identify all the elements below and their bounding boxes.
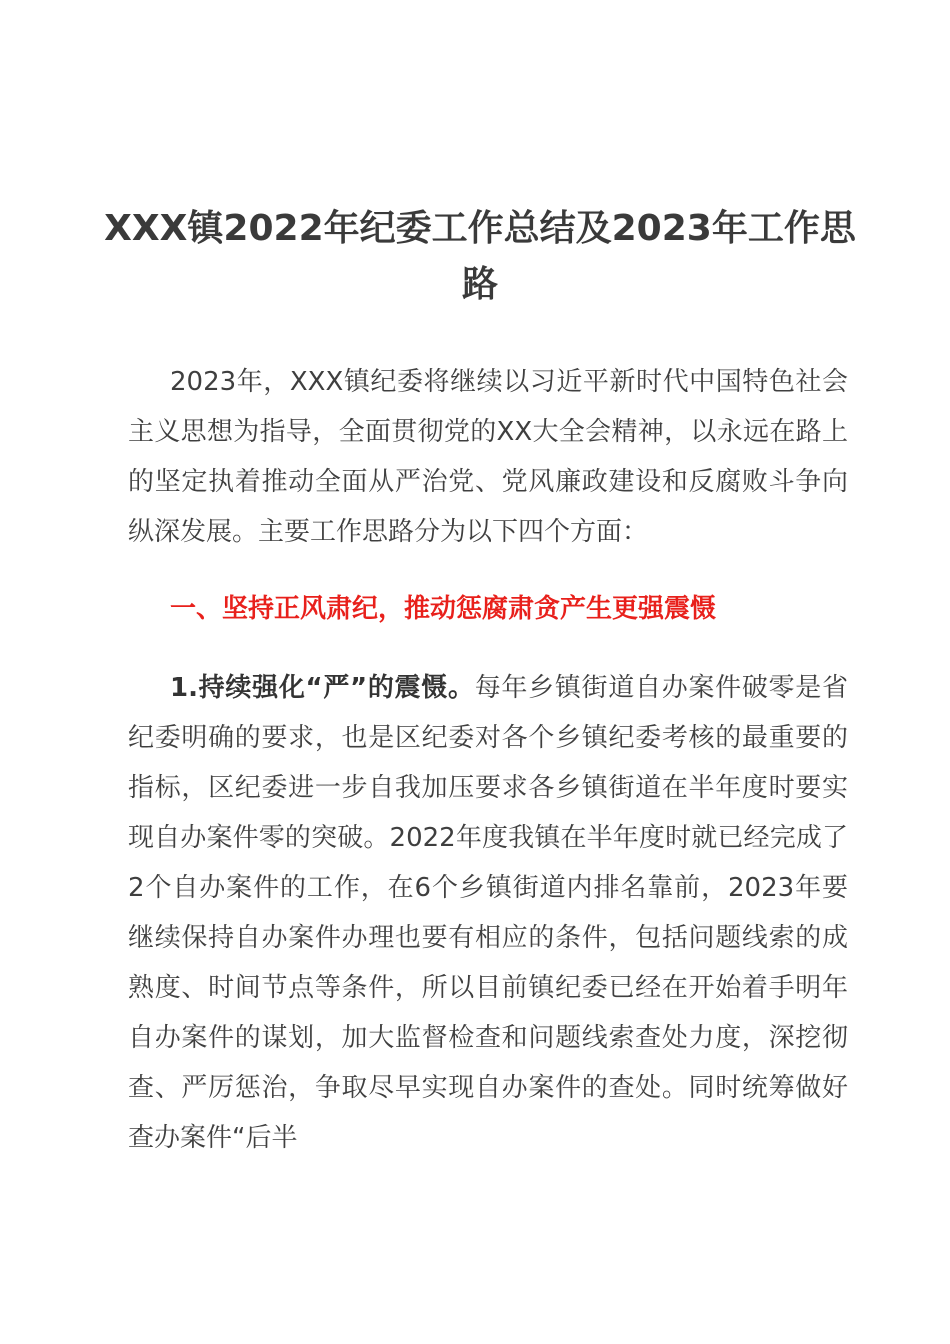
intro-paragraph: 2023年，XXX镇纪委将继续以习近平新时代中国特色社会主义思想为指导，全面贯彻党的XX大全会精神，以永远在路上的坚定执着推动全面从严治党、党风廉政建设和反腐败斗争向纵深发展。主要工作思路分为以下四个方面： — [128, 367, 848, 547]
paragraph-1-text: 每年乡镇街道自办案件破零是省纪委明确的要求，也是区纪委对各个乡镇纪委考核的最重要的指标，区纪委进一步自我加压要求各乡镇街道在半年度时要实现自办案件零的突破。2022年度我镇在半年度时就已经完成了2个自办案件的工作，在6个乡镇街道内排名靠前，2023年要继续保持自办案件办理也要有相应的条件，包括问题线索的成熟度、时间节点等条件，所以目前镇纪委已经在开始着手明年自办案件的谋划，加大监督检查和问题线索查处力度，深挖彻查、严厉惩治，争取尽早实现自办案件的查处。同时统筹做好查办案件“后半 — [128, 673, 848, 1153]
paragraph-1 — [128, 663, 848, 1163]
section-heading-1: 一、坚持正风肃纪，推动惩腐肃贪产生更强震慑 — [170, 594, 717, 624]
document-title: XXX镇2022年纪委工作总结及2023年工作思路 — [104, 208, 856, 305]
paragraph-1-lead: 1.持续强化“严”的震慑。 — [170, 673, 475, 703]
